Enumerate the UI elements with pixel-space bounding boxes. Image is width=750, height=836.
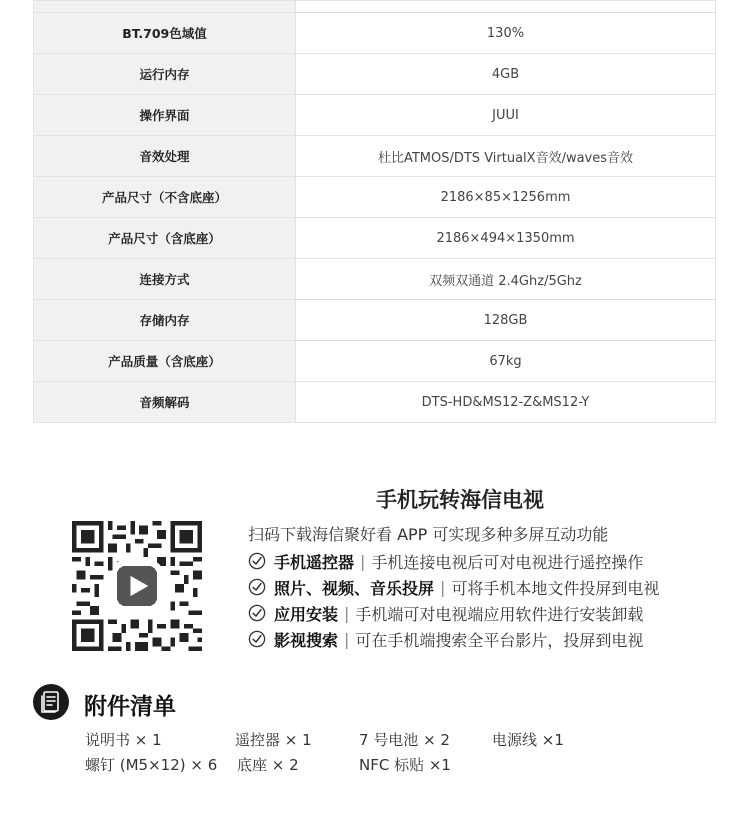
spec-value (296, 1, 716, 13)
spec-row (34, 177, 716, 218)
feature-separator: | (440, 577, 446, 597)
spec-value: 杜比ATMOS/DTS VirtualX音效/waves音效 (296, 136, 716, 177)
spec-row (34, 259, 716, 300)
spec-value: 2186×85×1256mm (296, 177, 716, 218)
spec-label: 产品质量（含底座） (34, 341, 296, 382)
spec-value: 130% (296, 13, 716, 54)
feature-item (248, 548, 718, 574)
spec-row (34, 136, 716, 177)
feature-name: 应用安装 (274, 604, 339, 624)
spec-table (33, 0, 716, 423)
feature-name: 影视搜索 (274, 630, 339, 650)
feature-name: 照片、视频、音乐投屏 (274, 578, 435, 598)
spec-value: DTS-HD&MS12-Z&MS12-Y (296, 382, 716, 423)
document-list-icon (33, 684, 69, 720)
accessories-title: 附件清单 (84, 694, 176, 720)
feature-item (248, 600, 718, 626)
feature-separator: | (360, 551, 366, 571)
check-circle-icon (248, 630, 266, 648)
feature-desc: 手机端可对电视端应用软件进行安装卸载 (355, 604, 644, 624)
feature-item (248, 574, 718, 600)
accessory-item: 7 号电池 × 2 (359, 731, 450, 749)
spec-row (34, 341, 716, 382)
spec-value: 双频双通道 2.4Ghz/5Ghz (296, 259, 716, 300)
spec-value: 2186×494×1350mm (296, 218, 716, 259)
accessory-item: NFC 标贴 ×1 (359, 756, 451, 774)
spec-value: 4GB (296, 54, 716, 95)
feature-desc: 可将手机本地文件投屏到电视 (451, 578, 660, 598)
feature-desc: 可在手机端搜索全平台影片，投屏到电视 (355, 630, 644, 650)
spec-row (34, 1, 716, 13)
spec-value: 67kg (296, 341, 716, 382)
accessory-item: 底座 × 2 (237, 756, 299, 774)
promo-title: 手机玩转海信电视 (376, 488, 544, 512)
accessory-item: 螺钉 (M5×12) × 6 (85, 756, 218, 774)
qr-code[interactable] (72, 521, 202, 651)
spec-value: 128GB (296, 300, 716, 341)
feature-separator: | (344, 629, 350, 649)
spec-value: JUUI (296, 95, 716, 136)
feature-desc: 手机连接电视后可对电视进行遥控操作 (371, 552, 644, 572)
check-circle-icon (248, 578, 266, 596)
spec-label: 产品尺寸（含底座） (34, 218, 296, 259)
spec-label: 操作界面 (34, 95, 296, 136)
spec-label: 连接方式 (34, 259, 296, 300)
feature-separator: | (344, 603, 350, 623)
spec-row (34, 382, 716, 423)
accessory-item: 遥控器 × 1 (235, 731, 312, 749)
accessory-item: 电源线 ×1 (492, 731, 564, 749)
spec-row (34, 13, 716, 54)
spec-row (34, 218, 716, 259)
promo-intro: 扫码下载海信聚好看 APP 可实现多种多屏互动功能 (248, 525, 609, 544)
spec-row (34, 300, 716, 341)
feature-name: 手机遥控器 (274, 552, 355, 572)
check-circle-icon (248, 604, 266, 622)
spec-label: 音效处理 (34, 136, 296, 177)
spec-row (34, 95, 716, 136)
spec-label: 运行内存 (34, 54, 296, 95)
spec-label: 音频解码 (34, 382, 296, 423)
promo-lines (248, 522, 718, 652)
spec-label (34, 1, 296, 13)
spec-label: BT.709色域值 (34, 13, 296, 54)
feature-item (248, 626, 718, 652)
accessory-item: 说明书 × 1 (85, 731, 162, 749)
spec-label: 存储内存 (34, 300, 296, 341)
check-circle-icon (248, 552, 266, 570)
spec-row (34, 54, 716, 95)
spec-label: 产品尺寸（不含底座） (34, 177, 296, 218)
